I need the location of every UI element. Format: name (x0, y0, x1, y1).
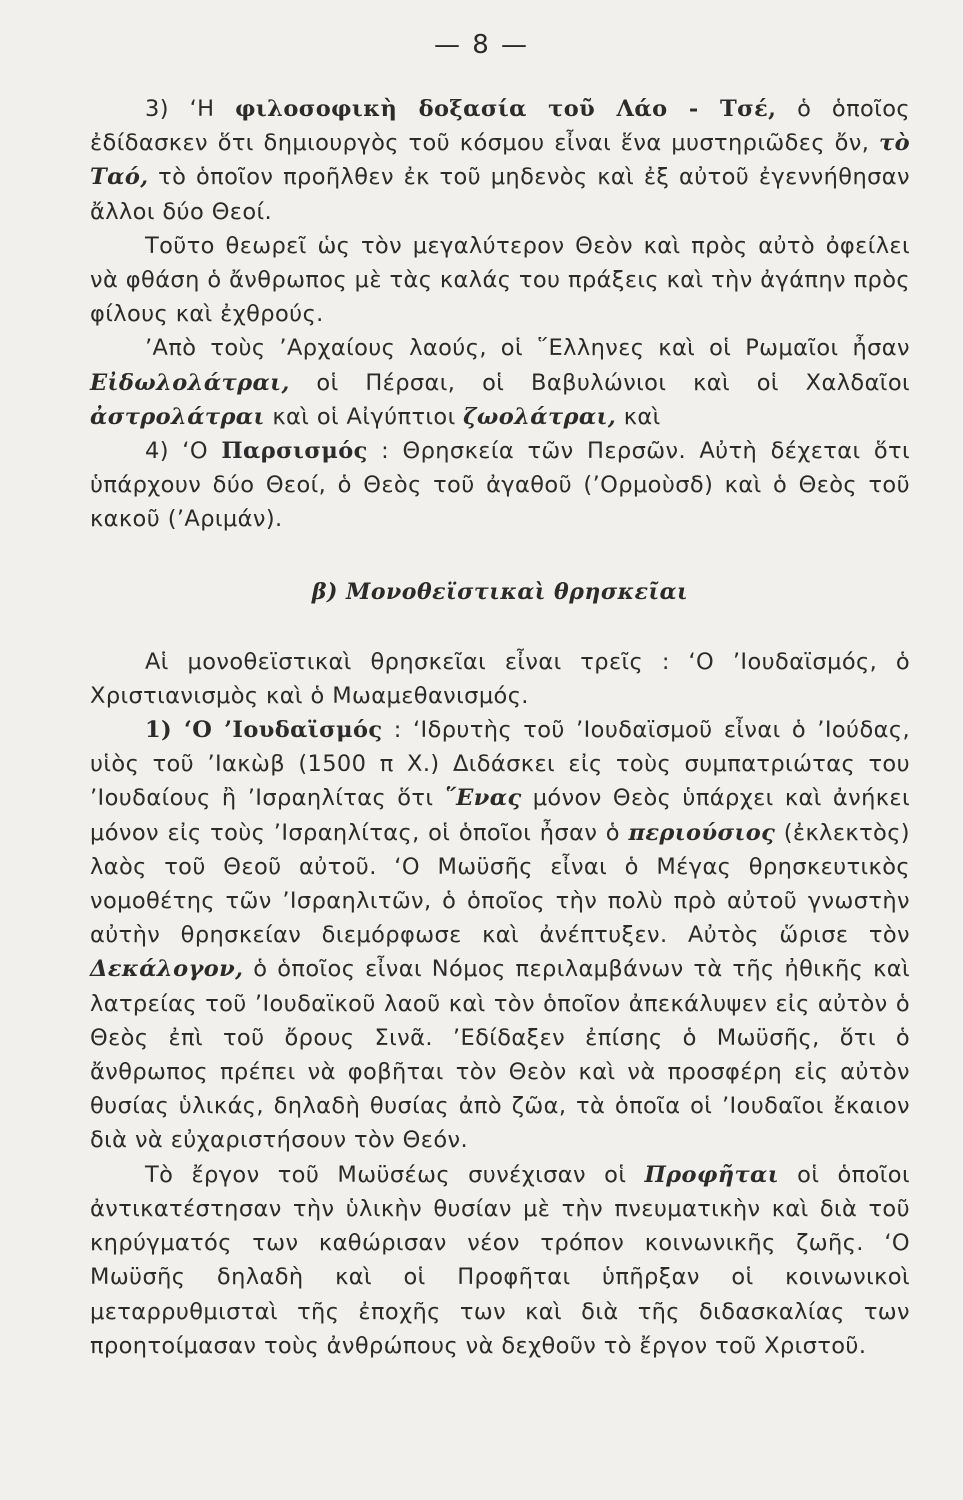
text-segment: ἀστρολάτραι (90, 403, 265, 430)
text-segment: Προφῆται (644, 1161, 780, 1188)
text-segment: ’Απὸ τοὺς ’Αρχαίους λαούς, οἱ ῞Ελληνες καὶ οἱ Ρωμαῖοι ἦσαν (145, 335, 910, 362)
section-heading: β) Μονοθεϊστικαὶ θρησκεῖαι (311, 578, 689, 605)
paragraphs-after-heading (90, 645, 910, 1363)
text-segment: Δεκάλογον, (90, 956, 244, 983)
text-segment: Τοῦτο θεωρεῖ ὡς τὸν μεγαλύτερον Θεὸν καὶ πρὸς αὐτὸ ὀφείλει νὰ φθάση ὁ ἄνθρωπος μὲ τὰς καλάς του πράξεις καὶ τὴν ἀγάπην πρὸς φίλους καὶ ἐχθρούς. (90, 232, 910, 328)
paragraph-p6 (90, 713, 910, 1158)
text-segment: Αἱ μονοθεϊστικαὶ θρησκεῖαι εἶναι τρεῖς : ‘Ο ’Ιουδαϊσμός, ὁ Χριστιανισμὸς καὶ ὁ Μωαμεθανισμός. (90, 648, 910, 709)
text-segment: ὁ ὁποῖος εἶναι Νόμος περιλαμβάνων τὰ τῆς ἠθικῆς καὶ λατρείας τοῦ ’Ιουδαϊκοῦ λαοῦ καὶ τὸν ὁποῖον ἀπεκάλυψεν εἰς αὐτὸν ὁ Θεὸς ἐπὶ τοῦ ὄρους Σινᾶ. ’Εδίδαξεν ἐπίσης ὁ Μωϋσῆς, ὅτι ὁ ἄνθρωπος πρέπει νὰ φοβῆται τὸν Θεὸν καὶ νὰ προσφέρη εἰς αὐτὸν θυσίας ὑλικάς, δηλαδὴ θυσίας ἀπὸ ζῶα, τὰ ὁποῖα οἱ ’Ιουδαῖοι ἔκαιον διὰ νὰ εὐχαριστήσουν τὸν Θεόν. (90, 956, 910, 1154)
text-segment: 3) ‘Η (145, 96, 236, 122)
text-segment: καὶ (616, 403, 661, 430)
text-segment: Εἰδωλολάτραι, (90, 369, 290, 396)
paragraph-p1 (90, 92, 910, 229)
text-segment: 1) ‘Ο ’Ιουδαϊσμός (145, 717, 383, 744)
text-segment: φιλοσοφικὴ δοξασία τοῦ Λάο - Τσέ, (235, 96, 777, 122)
text-segment: : Θρησκεία τῶν Περσῶν. Αὐτὴ δέχεται ὅτι ὑπάρχουν δύο Θεοί, ὁ Θεὸς τοῦ ἀγαθοῦ (’Ορμοὺσδ) καὶ ὁ Θεὸς τοῦ κακοῦ (’Αριμάν). (90, 438, 910, 533)
paragraph-p3 (90, 331, 910, 434)
text-segment: Τὸ ἔργον τοῦ Μωϋσέως συνέχισαν οἱ (145, 1161, 645, 1188)
page-body (90, 92, 910, 1363)
text-segment: τὸ ὁποῖον προῆλθεν ἐκ τοῦ μηδενὸς καὶ ἐξ αὐτοῦ ἐγεννήθησαν ἄλλοι δύο Θεοί. (90, 164, 910, 225)
text-segment: (ἐκλεκτὸς) λαὸς τοῦ Θεοῦ αὐτοῦ. ‘Ο Μωϋσῆς εἶναι ὁ Μέγας θρησκευτικὸς νομοθέτης τῶν ’Ισραηλιτῶν, ὁ ὁποῖος τὴν πολὺ πρὸ αὐτοῦ γνωστὴν αὐτὴν θρησκείαν διεμόρφωσε καὶ ἀνέπτυξεν. Αὐτὸς ὥρισε τὸν (90, 819, 910, 949)
text-segment: τὸ Ταό, (90, 130, 910, 191)
paragraph-p7 (90, 1158, 910, 1363)
text-segment: μόνον Θεὸς ὑπάρχει καὶ ἀνήκει μόνον εἰς τοὺς ’Ισραηλίτας, οἱ ὁποῖοι ἦσαν ὁ (90, 785, 910, 846)
paragraphs-before-heading (90, 92, 910, 537)
text-segment: καὶ οἱ Αἰγύπτιοι (264, 403, 464, 430)
text-segment: οἱ Πέρσαι, οἱ Βαβυλώνιοι καὶ οἱ Χαλδαῖοι (289, 369, 910, 396)
page-number: — 8 — (433, 30, 530, 60)
text-segment: 4) ‘Ο (145, 438, 222, 465)
text-segment: ὁ ὁποῖος ἐδίδασκεν ὅτι δημιουργὸς τοῦ κόσμου εἶναι ἕνα μυστηριῶδες ὄν, (90, 96, 910, 157)
text-segment: ῞Ενας (444, 785, 522, 812)
paragraph-p2 (90, 229, 910, 332)
paragraph-p4 (90, 434, 910, 537)
paragraph-p5 (90, 645, 910, 713)
text-segment: οἱ ὁποῖοι ἀντικατέστησαν τὴν ὑλικὴν θυσίαν μὲ τὴν πνευματικὴν καὶ διὰ τοῦ κηρύγματός των καθώρισαν νέον τρόπον κοινωνικῆς ζωῆς. ‘Ο Μωϋσῆς δηλαδὴ καὶ οἱ Προφῆται ὑπῆρξαν οἱ κοινωνικοὶ μεταρρυθμισταὶ τῆς ἐποχῆς των καὶ διὰ τῆς διδασκαλίας των προητοίμασαν τοὺς ἀνθρώπους νὰ δεχθοῦν τὸ ἔργον τοῦ Χριστοῦ. (90, 1161, 910, 1359)
text-segment: περιούσιος (628, 819, 776, 846)
text-segment: : ‘Ιδρυτὴς τοῦ ’Ιουδαϊσμοῦ εἶναι ὁ ’Ιούδας, υἱὸς τοῦ ’Ιακὼβ (1500 π Χ.) Διδάσκει εἰς τοὺς συμπατριώτας του ’Ιουδαίους ἢ ’Ισραηλίτας ὅτι (90, 717, 910, 812)
text-segment: Παρσισμός (221, 438, 368, 465)
text-segment: ζωολάτραι, (463, 403, 617, 430)
